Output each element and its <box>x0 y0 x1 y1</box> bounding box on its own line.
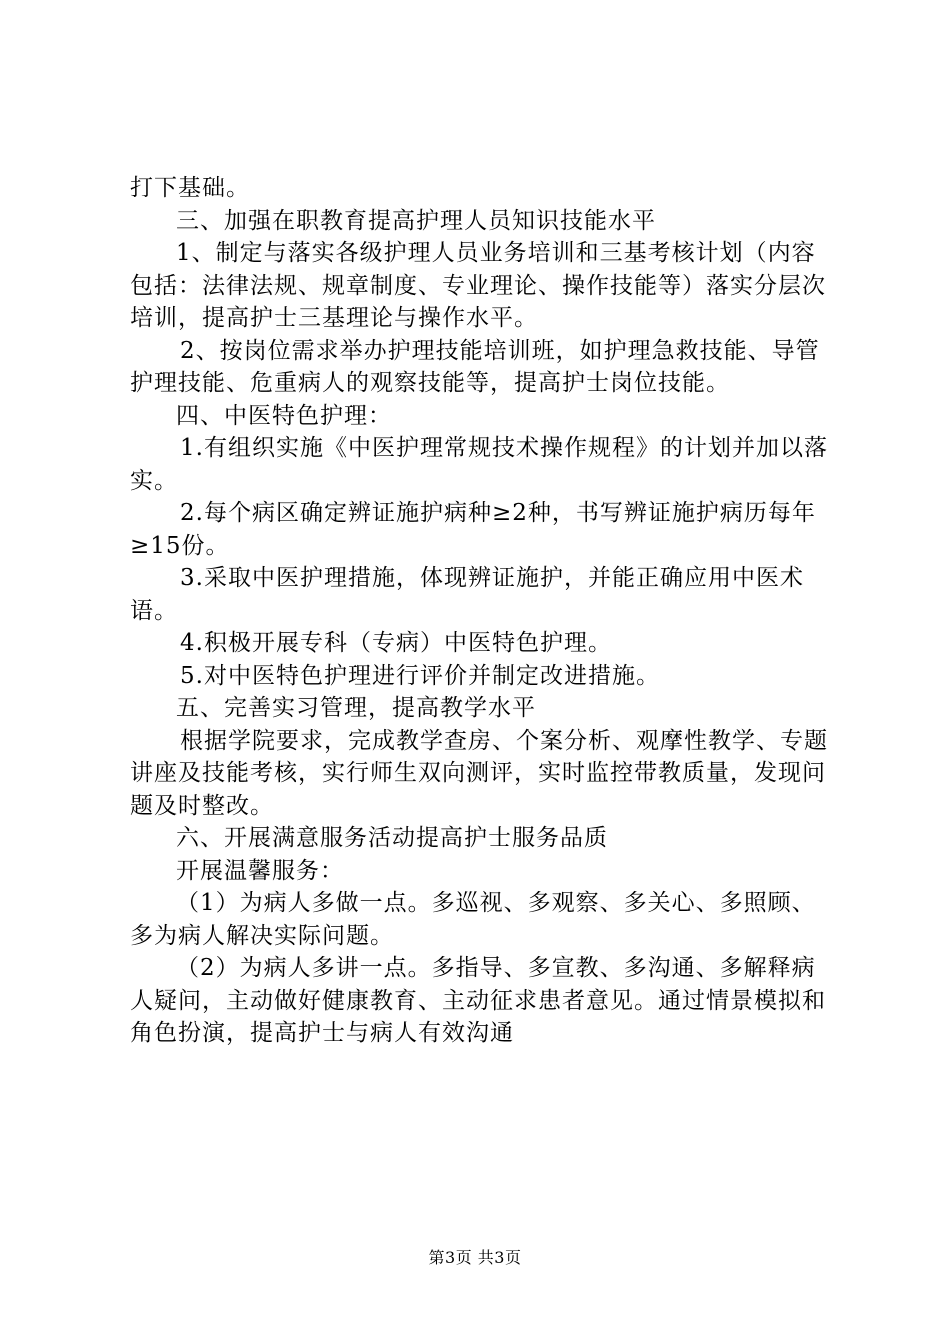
list-item-3-1: 1、制定与落实各级护理人员业务培训和三基考核计划（内容包括：法律法规、规章制度、专业理论、操作技能等）落实分层次培训，提高护士三基理论与操作水平。 <box>130 240 826 331</box>
section-heading-5: 五、完善实习管理，提高教学水平 <box>176 695 536 721</box>
list-item-4-4: 4.积极开展专科（专病）中医特色护理。 <box>180 630 612 656</box>
section-heading-4: 四、中医特色护理： <box>176 402 392 429</box>
list-item-4-2: 2.每个病区确定辨证施护病种≥2种，书写辨证施护病历每年≥15份。 <box>130 500 816 559</box>
paragraph-5-body: 根据学院要求，完成教学查房、个案分析、观摩性教学、专题讲座及技能考核，实行师生双向测评，实时监控带教质量，发现问题及时整改。 <box>130 727 828 819</box>
paragraph-continuation: 打下基础。 <box>130 175 250 201</box>
section-heading-3: 三、加强在职教育提高护理人员知识技能水平 <box>176 207 656 234</box>
paragraph-6-intro: 开展温馨服务： <box>176 857 344 884</box>
section-heading-6: 六、开展满意服务活动提高护士服务品质 <box>176 825 608 851</box>
list-item-3-2: 2、按岗位需求举办护理技能培训班，如护理急救技能、导管护理技能、危重病人的观察技能等，提高护士岗位技能。 <box>130 337 820 396</box>
list-item-6-1: （1）为病人多做一点。多巡视、多观察、多关心、多照顾、多为病人解决实际问题。 <box>130 890 816 949</box>
list-item-6-2: （2）为病人多讲一点。多指导、多宣教、多沟通、多解释病人疑问，主动做好健康教育、主动征求患者意见。通过情景模拟和角色扮演，提高护士与病人有效沟通 <box>130 955 826 1046</box>
document-body <box>130 172 830 1050</box>
list-item-4-1: 1.有组织实施《中医护理常规技术操作规程》的计划并加以落实。 <box>130 435 828 494</box>
page-footer: 第3页 共3页 <box>428 1248 522 1267</box>
list-item-4-5: 5.对中医特色护理进行评价并制定改进措施。 <box>180 662 660 689</box>
list-item-4-3: 3.采取中医护理措施，体现辨证施护，并能正确应用中医术语。 <box>130 565 804 624</box>
